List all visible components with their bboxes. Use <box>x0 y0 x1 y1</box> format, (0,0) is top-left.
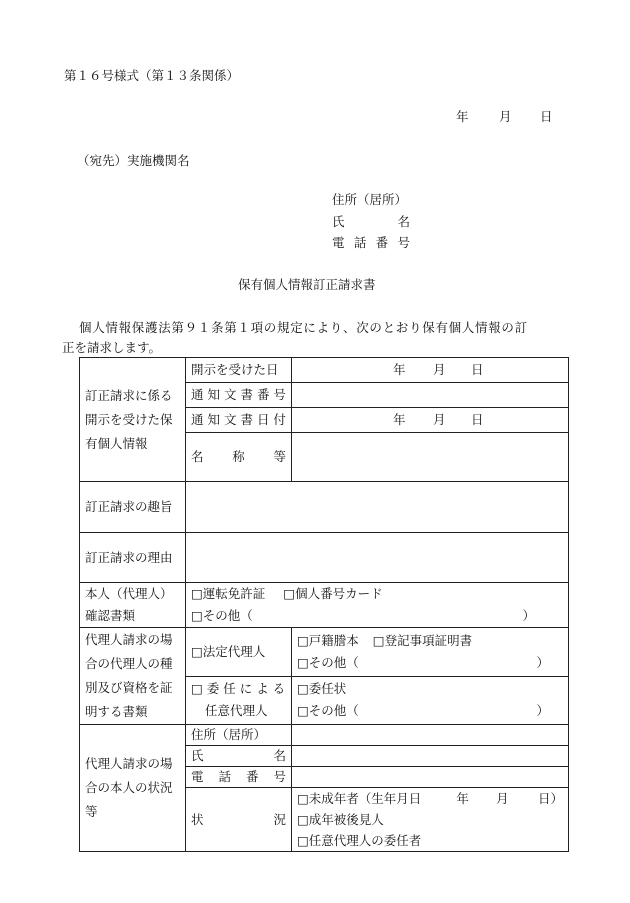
option-minor[interactable]: □未成年者（生年月日 <box>297 791 422 806</box>
disclosed-info-header: 訂正請求に係る 開示を受けた保 有個人情報 <box>80 358 186 482</box>
principal-phone-field[interactable] <box>292 767 569 788</box>
option-mynumber-card[interactable]: □個人番号カード <box>283 586 383 601</box>
option-other[interactable]: □その他（ <box>191 608 253 623</box>
option-registry-certificate[interactable]: □登記事項証明書 <box>372 632 473 648</box>
date-received-field[interactable]: 年 月 日 <box>292 358 569 383</box>
purpose-field[interactable] <box>186 482 569 533</box>
reason-label: 訂正請求の理由 <box>80 533 186 583</box>
requester-name-label: 氏 名 <box>332 214 410 229</box>
date-received-label: 開示を受けた日 <box>186 358 292 383</box>
info-name-label: 名 称 等 <box>186 433 292 482</box>
correction-request-table <box>79 357 569 852</box>
principal-address-field[interactable] <box>292 725 569 746</box>
notice-number-field[interactable] <box>292 383 569 408</box>
notice-number-label: 通 知 文 書 番 号 <box>186 383 292 408</box>
principal-status-options: □未成年者（生年月日 年 月 日） □成年被後見人 □任意代理人の委任者 <box>292 788 569 852</box>
requester-address-label: 住所（居所） <box>332 192 408 207</box>
option-voluntary-other[interactable]: □その他（ <box>297 703 359 719</box>
form-number: 第１６号様式（第１３条関係） <box>64 68 240 83</box>
date-day-mark: 日 <box>540 109 553 124</box>
legal-agent-docs: □戸籍謄本 □登記事項証明書 □その他（ ） <box>292 628 569 677</box>
intro-line-2: 正を請求します。 <box>62 340 162 355</box>
document-title: 保有個人情報訂正請求書 <box>238 277 376 292</box>
notice-date-label: 通 知 文 書 日 付 <box>186 408 292 433</box>
principal-address-label: 住所（居所） <box>186 725 292 746</box>
notice-date-field[interactable]: 年 月 日 <box>292 408 569 433</box>
identity-docs-options: □運転免許証 □個人番号カード □その他（ ） <box>186 583 569 628</box>
addressee: （宛先）実施機関名 <box>77 153 190 168</box>
voluntary-agent-option[interactable]: □ 委 任 に よ る 任意代理人 <box>186 676 292 725</box>
principal-name-label: 氏 名 <box>186 746 292 767</box>
purpose-label: 訂正請求の趣旨 <box>80 482 186 533</box>
principal-status-header: 代理人請求の場 合の本人の状況 等 <box>80 725 186 852</box>
option-delegator[interactable]: □任意代理人の委任者 <box>297 833 422 848</box>
option-koseki[interactable]: □戸籍謄本 <box>297 632 359 648</box>
requester-phone-label: 電 話 番 号 <box>332 235 410 250</box>
agent-docs-header: 代理人請求の場 合の代理人の種 別及び資格を証 明する書類 <box>80 628 186 725</box>
option-legal-other[interactable]: □その他（ <box>297 654 359 670</box>
legal-agent-option[interactable]: □法定代理人 <box>186 628 292 677</box>
date-month-mark: 月 <box>499 109 512 124</box>
option-drivers-license[interactable]: □運転免許証 <box>191 586 266 601</box>
info-name-field[interactable] <box>292 433 569 482</box>
principal-name-field[interactable] <box>292 746 569 767</box>
voluntary-agent-docs: □委任状 □その他（ ） <box>292 676 569 725</box>
principal-status-label: 状 況 <box>186 788 292 852</box>
intro-line-1: 個人情報保護法第９１条第１項の規定により、次のとおり保有個人情報の訂 <box>79 320 528 335</box>
option-power-of-attorney[interactable]: □委任状 <box>297 681 347 697</box>
date-year-mark: 年 <box>456 109 469 124</box>
identity-docs-header: 本人（代理人） 確認書類 <box>80 583 186 628</box>
reason-field[interactable] <box>186 533 569 583</box>
principal-phone-label: 電 話 番 号 <box>186 767 292 788</box>
option-adult-ward[interactable]: □成年被後見人 <box>297 812 384 827</box>
